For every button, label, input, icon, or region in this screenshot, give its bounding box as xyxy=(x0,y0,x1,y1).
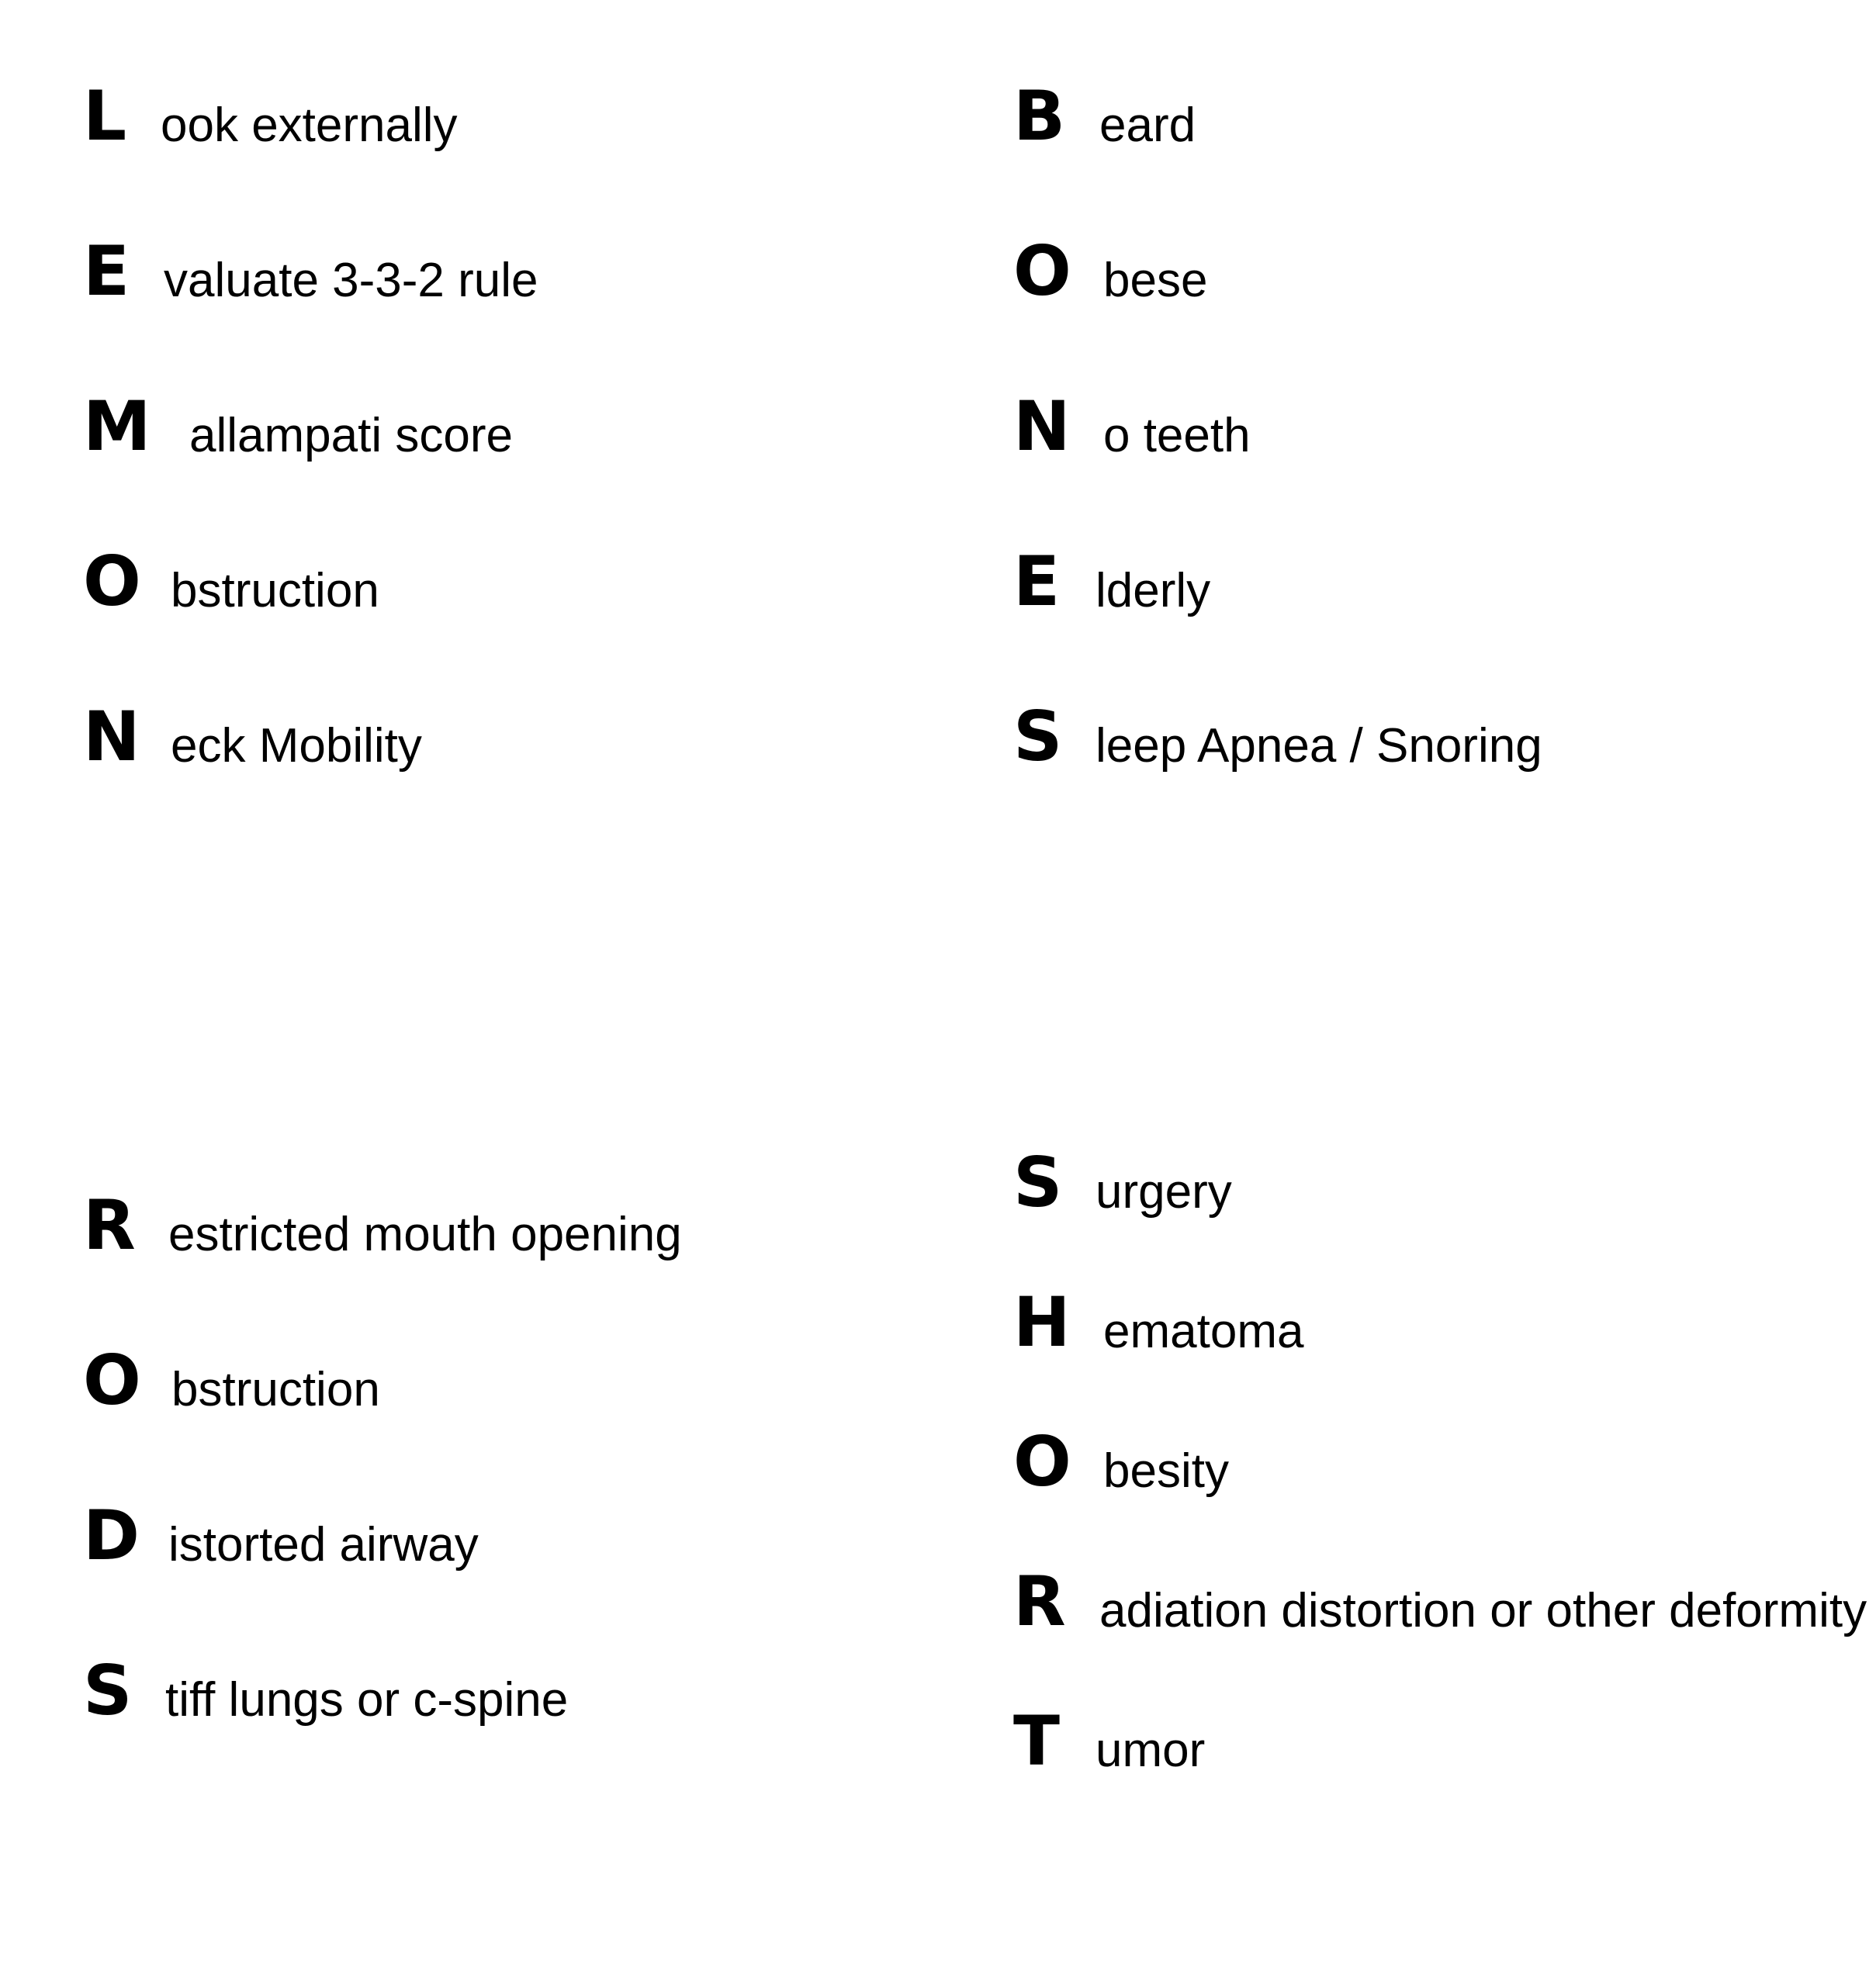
mnemonic-text: umor xyxy=(1095,1724,1206,1777)
mnemonic-text: o teeth xyxy=(1103,409,1251,462)
mnemonic-letter: T xyxy=(1013,1701,1061,1781)
mnemonic-letter: N xyxy=(1013,386,1071,466)
mnemonic-letter: S xyxy=(83,1651,133,1731)
mnemonic-letter: R xyxy=(83,1185,136,1265)
mnemonic-text: tiff lungs or c-spine xyxy=(165,1673,569,1727)
mnemonic-letter: O xyxy=(83,1340,141,1420)
mnemonic-text: eck Mobility xyxy=(171,719,422,773)
mnemonic-letter: E xyxy=(83,231,130,311)
mnemonic-letter: S xyxy=(1013,697,1063,776)
mnemonic-letter: O xyxy=(1013,1422,1071,1502)
mnemonic-letter: D xyxy=(83,1496,140,1575)
mnemonic-text: estricted mouth opening xyxy=(168,1208,682,1261)
mnemonic-text: ematoma xyxy=(1103,1305,1304,1358)
mnemonic-text: bstruction xyxy=(171,1363,380,1416)
mnemonic-letter: O xyxy=(1013,231,1071,311)
mnemonic-text: besity xyxy=(1103,1444,1229,1498)
short-mnemonic xyxy=(1013,1144,1867,1881)
mnemonic-letter: R xyxy=(1013,1561,1066,1641)
mnemonic-text: istorted airway xyxy=(168,1518,479,1572)
mnemonic-text: eard xyxy=(1099,99,1196,152)
mnemonic-letter: M xyxy=(83,386,151,466)
bones-mnemonic xyxy=(1013,78,1867,814)
mnemonic-text: bese xyxy=(1103,254,1208,307)
mnemonic-letter: L xyxy=(83,76,127,156)
mnemonic-text: bstruction xyxy=(171,564,379,617)
mnemonic-text: urgery xyxy=(1095,1165,1232,1219)
mnemonic-letter: B xyxy=(1013,76,1066,156)
mnemonic-letter: E xyxy=(1013,541,1061,621)
mnemonic-letter: N xyxy=(83,697,140,776)
mnemonic-text: allampati score xyxy=(189,409,513,462)
mnemonic-text: ook externally xyxy=(161,99,458,152)
mnemonic-text: lderly xyxy=(1095,564,1211,617)
mnemonic-letter: O xyxy=(83,541,141,621)
mnemonic-letter: H xyxy=(1013,1282,1071,1362)
mnemonic-text: adiation distortion or other deformity xyxy=(1099,1584,1867,1637)
mnemonic-text: leep Apnea / Snoring xyxy=(1095,719,1542,773)
rods-mnemonic xyxy=(83,1187,936,1807)
lemon-mnemonic xyxy=(83,78,936,814)
mnemonic-letter: S xyxy=(1013,1143,1063,1222)
mnemonic-text: valuate 3-3-2 rule xyxy=(164,254,538,307)
